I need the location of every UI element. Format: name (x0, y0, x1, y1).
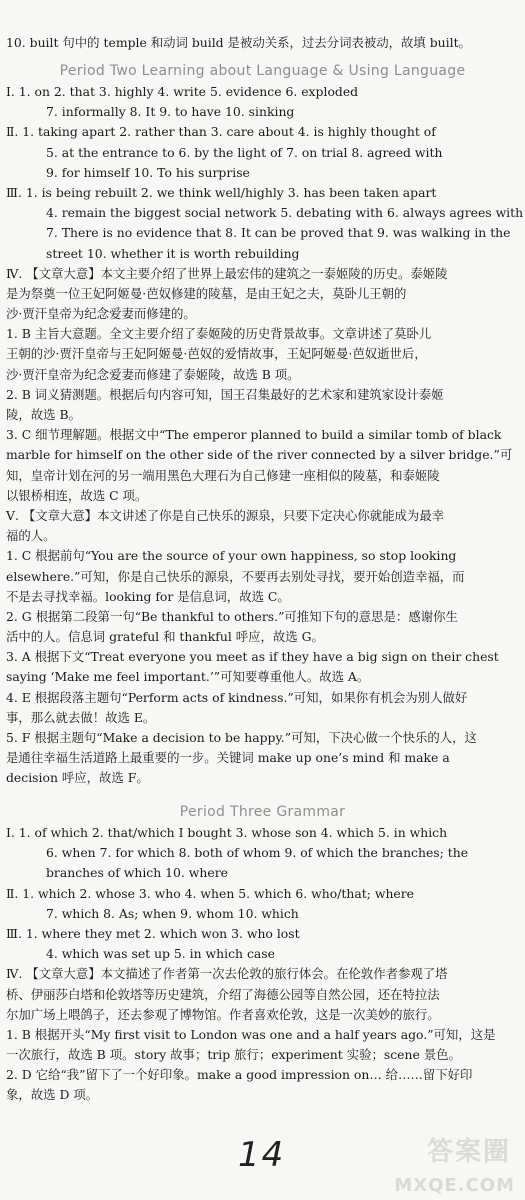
answer-line: Ⅳ. 【文章大意】本文描述了作者第一次去伦敦的旅行体会。在伦敦作者参观了塔 (6, 966, 448, 982)
answer-line: 沙·贾汗皇帝为纪念爱妻而修建了泰姬陵，故选 B 项。 (6, 366, 300, 382)
answer-line: 1. C 根据前句“You are the source of your own happiness, so stop looking (6, 548, 457, 564)
answer-line: 5. F 根据主题句“Make a decision to be happy.”可知，下决心做一个快乐的人，这 (6, 730, 477, 745)
answer-line: 1. B 主旨大意题。全文主要介绍了泰姬陵的历史背景故事。文章讲述了莫卧儿 (6, 326, 432, 342)
answer-line: 是通往幸福生活道路上最重要的一步。关键词 make up one’s mind 和 make a (6, 750, 450, 766)
answer-line: saying ‘Make me feel important.’”可知要尊重他人。故选 A。 (6, 669, 370, 685)
answer-line: 4. E 根据段落主题句“Perform acts of kindness.”可知，如果你有机会为别人做好 (6, 689, 468, 705)
answer-line: Ⅲ. 1. is being rebuilt 2. we think well/highly 3. has been taken apart (6, 184, 437, 200)
answer-line: 王朝的沙·贾汗皇帝与王妃阿姬曼·芭奴的爱情故事，王妃阿姬曼·芭奴逝世后， (6, 346, 427, 362)
answer-line: Ⅲ. 1. where they met 2. which won 3. who lost (6, 925, 300, 941)
answer-line: Ⅰ. 1. on 2. that 3. highly 4. write 5. evidence 6. exploded (6, 84, 359, 99)
watermark-logo (375, 1137, 525, 1200)
period-three-section (0, 801, 525, 1106)
page-number (238, 1135, 298, 1195)
answer-line: 福的人。 (6, 528, 56, 544)
answer-line: street 10. whether it is worth rebuilding (46, 245, 300, 261)
answer-line: 陵，故选 B。 (6, 407, 81, 422)
answer-line: 1. B 根据开头“My first visit to London was one and a half years ago.”可知，这是 (6, 1026, 496, 1042)
answer-line: 桥、伊丽莎白塔和伦敦塔等历史建筑，介绍了海德公园等自然公园，还在特拉法 (6, 986, 440, 1002)
answer-line: 7. There is no evidence that 8. It can be proved that 9. was walking in the (46, 225, 511, 241)
answer-line: 4. which was set up 5. in which case (46, 946, 275, 962)
answer-line: 7. informally 8. It 9. to have 10. sinking (46, 104, 295, 120)
section-heading: Period Two Learning about Language & Using Language (59, 63, 466, 79)
page-number-text: 14 (238, 1135, 286, 1175)
answer-line: 沙·贾汗皇帝为纪念爱妻而修建的。 (6, 306, 196, 322)
top-section (0, 33, 525, 53)
answer-line: 3. A 根据下文“Treat everyone you meet as if they have a big sign on their chest (6, 649, 499, 665)
answer-line: 2. D 它给“我”留下了一个好印象。make a good impression on… 给……留下好印 (6, 1067, 473, 1083)
answer-line: 2. G 根据第二段第一句“Be thankful to others.”可推知下句的意思是：感谢你生 (6, 608, 458, 624)
answer-line: Ⅰ. 1. of which 2. that/which I bought 3. whose son 4. which 5. in which (6, 825, 448, 840)
answer-line: 7. which 8. As; when 9. whom 10. which (46, 905, 299, 921)
watermark-line2: MXQE.COM (394, 1175, 515, 1196)
answer-line: 象，故选 D 项。 (6, 1087, 99, 1103)
answer-line: branches of which 10. where (46, 865, 228, 881)
answer-line: Ⅱ. 1. which 2. whose 3. who 4. when 5. which 6. who/that; where (6, 885, 415, 901)
answer-line: 6. when 7. for which 8. both of whom 9. of which the branches; the (46, 845, 469, 861)
answer-line: elsewhere.”可知，你是自己快乐的源泉，不要再去别处寻找，要开始创造幸福，而 (6, 568, 465, 584)
answer-line: Ⅴ. 【文章大意】本文讲述了你是自己快乐的源泉，只要下定决心你就能成为最幸 (6, 507, 445, 523)
period-two-section (0, 60, 525, 789)
answer-line: 以银桥相连，故选 C 项。 (6, 487, 148, 503)
answer-line: 4. remain the biggest social network 5. debating with 6. always agrees with (46, 205, 524, 221)
period-two-lines (0, 82, 525, 789)
answer-line: 一次旅行，故选 B 项。story 故事；trip 旅行；experiment 实验；scene 景色。 (6, 1047, 461, 1063)
answer-line: 5. at the entrance to 6. by the light of 7. on trial 8. agreed with (46, 144, 443, 160)
section-heading: Period Three Grammar (179, 804, 346, 820)
answer-line: 2. B 词义猜测题。根据后句内容可知，国王召集最好的艺术家和建筑家设计泰姬 (6, 386, 444, 402)
answer-line: Ⅳ. 【文章大意】本文主要介绍了世界上最宏伟的建筑之一泰姬陵的历史。泰姬陵 (6, 265, 448, 281)
answer-line: 3. C 细节理解题。根据文中“The emperor planned to build a similar tomb of black (6, 427, 502, 443)
period-three-lines (0, 823, 525, 1106)
answer-line: 不是去寻找幸福。looking for 是信息词，故选 C。 (6, 588, 290, 604)
answer-line: 9. for himself 10. To his surprise (46, 164, 250, 180)
answer-line: Ⅱ. 1. taking apart 2. rather than 3. care about 4. is highly thought of (6, 124, 436, 140)
answer-line: 知，皇帝计划在河的另一端用黑色大理石为自己修建一座相似的陵墓，和泰姬陵 (6, 467, 440, 483)
answer-line: 是为祭奠一位王妃阿姬曼·芭奴修建的陵墓，是由王妃之夫，莫卧儿王朝的 (6, 285, 407, 301)
answer-line: 10. built 句中的 temple 和动词 build 是被动关系，过去分词表被动，故填 built。 (6, 35, 471, 50)
watermark-line1: 答案圈 (426, 1137, 511, 1167)
answer-line: marble for himself on the other side of the river connected by a silver bridge.”可 (6, 447, 513, 463)
answer-line: 尔加广场上喂鸽子，还去参观了博物馆。作者喜欢伦敦，这是一次美妙的旅行。 (6, 1006, 440, 1022)
answer-line: 事，那么就去做！故选 E。 (6, 709, 156, 725)
answer-line: 活中的人。信息词 grateful 和 thankful 呼应，故选 G。 (6, 629, 324, 645)
answer-line: decision 呼应，故选 F。 (6, 770, 149, 786)
